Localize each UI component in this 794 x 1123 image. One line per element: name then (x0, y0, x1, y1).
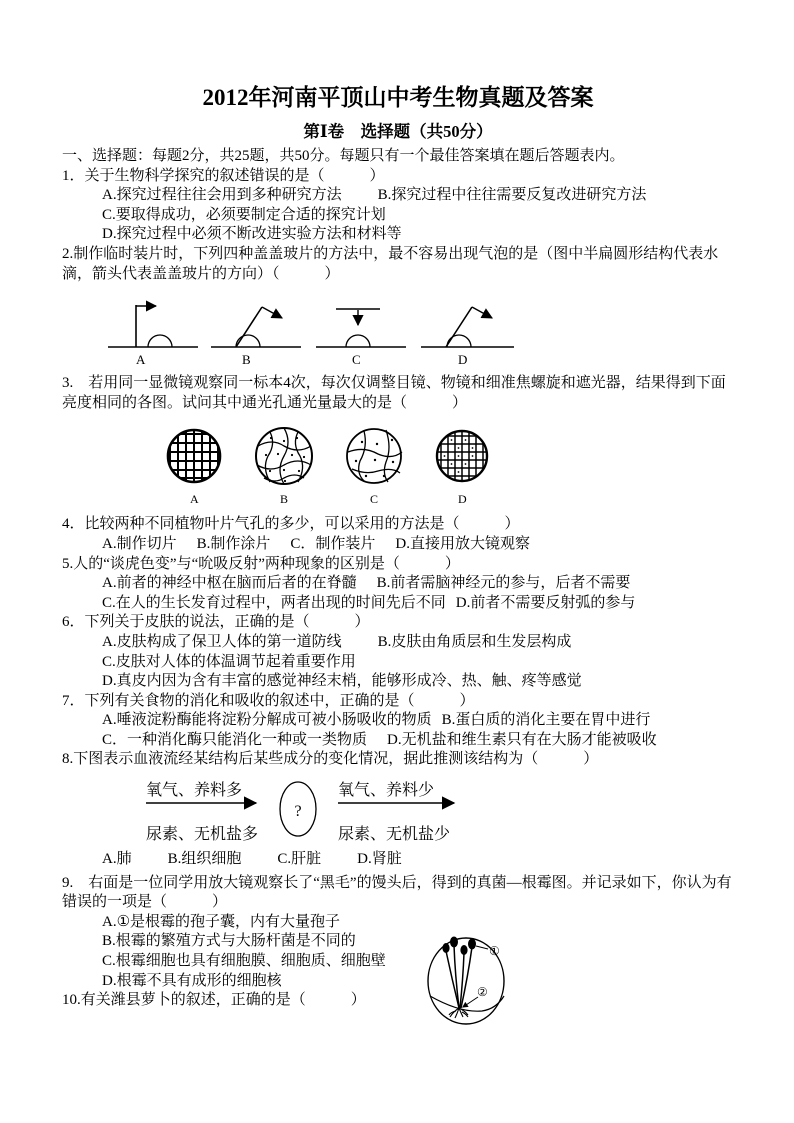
coverslip-label-a: A (136, 352, 146, 368)
rhizopus-mold-figure (426, 934, 510, 1030)
q1-option-a: A.探究过程往往会用到多种研究方法 (102, 187, 342, 204)
mold-label-sporangium: ① (489, 944, 500, 958)
coverslip-label-b: B (242, 352, 251, 368)
q1-options-ab (62, 186, 734, 206)
q8-option-c: C.肝脏 (277, 851, 322, 868)
coverslip-method-a (108, 305, 198, 367)
flow-label-left-bottom: 尿素、无机盐多 (146, 826, 259, 844)
q9-option-b: B.根霉的繁殖方式与大肠杆菌是不同的 (102, 933, 356, 950)
water-drop-icon (148, 335, 172, 347)
q10-stem: 10.有关潍县萝卜的叙述，正确的是（ ） (62, 992, 366, 1009)
q5-stem: 5.人的“谈虎色变”与“吮吸反射”两种现象的区别是（ ） (62, 555, 460, 572)
q8-options (62, 850, 734, 870)
blood-flow-figure (142, 775, 472, 849)
microscope-view-a (168, 430, 220, 482)
q9-option-c: C.根霉细胞也具有细胞膜、细胞质、细胞壁 (102, 953, 386, 970)
water-drop-icon (346, 335, 370, 347)
q6-option-b: B.皮肤由角质层和生发层构成 (377, 633, 572, 650)
q8-option-b: B.组织细胞 (167, 851, 242, 868)
q4-option-c: C．制作装片 (290, 535, 376, 552)
microscope-label-a: A (190, 492, 199, 507)
page-title: 2012年河南平顶山中考生物真题及答案 (202, 85, 594, 110)
q5-option-a: A.前者的神经中枢在脑而后者的在脊髓 (102, 575, 357, 592)
coverslip-methods-figure (106, 297, 526, 369)
q2-stem: 2.制作临时装片时，下列四种盖盖玻片的方法中，最不容易出现气泡的是（图中半扁圆形结构代表水滴，箭头代表盖盖玻片的方向）（ ） (62, 245, 719, 282)
coverslip-method-b (211, 307, 301, 367)
q5-option-d: D.前者不需要反射弧的参与 (455, 594, 636, 611)
section-header: 第Ⅰ卷 选择题（共50分） (303, 122, 493, 141)
coverslip-method-c (316, 309, 406, 367)
q8-stem: 8.下图表示血液流经某结构后某些成分的变化情况，据此推测该结构为（ ） (62, 751, 599, 768)
q3-stem: 3. 若用同一显微镜观察同一标本4次，每次仅调整目镜、物镜和细准焦螺旋和遮光器，结果得到下面亮度相同的各图。试问其中通光孔通光量最大的是（ ） (62, 375, 726, 411)
bread-surface-line (430, 996, 504, 1011)
q7-option-d: D.无机盐和维生素只有在大肠才能被吸收 (387, 731, 657, 748)
q9-option-d: D.根霉不具有成形的细胞核 (102, 972, 282, 989)
q1-stem: 1．关于生物科学探究的叙述错误的是（ ） (62, 167, 385, 184)
q7-option-c: C．一种消化酶只能消化一种或一类物质 (102, 731, 368, 748)
coverslip-label-d: D (458, 352, 468, 368)
q6-stem: 6．下列关于皮肤的说法，正确的是（ ） (62, 614, 370, 631)
microscope-view-d (437, 431, 487, 481)
question-node-label: ? (294, 803, 302, 821)
flow-label-left-top: 氧气、养料多 (146, 782, 243, 800)
q4-option-a: A.制作切片 (102, 535, 177, 552)
microscope-view-b (256, 428, 312, 484)
q7-options-cd (62, 731, 734, 751)
q8-option-d: D.肾脏 (357, 851, 402, 868)
q8-option-a: A.肺 (102, 851, 132, 868)
q4-stem: 4．比较两种不同植物叶片气孔的多少，可以采用的方法是（ ） (62, 516, 520, 533)
microscope-view-c (347, 429, 402, 483)
q7-option-b: B.蛋白质的消化主要在胃中进行 (441, 712, 651, 729)
q6-options-ab (62, 633, 734, 653)
q6-option-d: D.真皮内因为含有丰富的感觉神经末梢，能够形成冷、热、触、疼等感觉 (102, 673, 582, 690)
q5-options-cd (62, 594, 734, 614)
mold-stalks (446, 945, 472, 1008)
q6-option-a: A.皮肤构成了保卫人体的第一道防线 (102, 633, 342, 650)
q6-option-c: C.皮肤对人体的体温调节起着重要作用 (102, 653, 356, 670)
q7-option-a: A.唾液淀粉酶能将淀粉分解成可被小肠吸收的物质 (102, 712, 432, 729)
q4-option-d: D.直接用放大镜观察 (395, 535, 530, 552)
q4-options (62, 535, 734, 555)
q7-stem: 7．下列有关食物的消化和吸收的叙述中，正确的是（ ） (62, 692, 475, 709)
q9-stem: 9. 右面是一位同学用放大镜观察长了“黑毛”的馒头后，得到的真菌—根霉图。并记录如下，你认为有错误的一项是（ ） (62, 874, 732, 911)
q5-option-b: B.前者需脑神经元的参与，后者不需要 (376, 575, 631, 592)
q7-options-ab (62, 711, 734, 731)
q1-option-b: B.探究过程中往往需要反复改进研究方法 (377, 187, 647, 204)
flow-label-right-bottom: 尿素、无机盐少 (338, 826, 451, 844)
exam-content (62, 84, 734, 1011)
microscope-label-c: C (370, 492, 379, 507)
q1-option-c: C.要取得成功，必须要制定合适的探究计划 (102, 206, 386, 223)
microscope-label-d: D (458, 492, 467, 507)
q5-options-ab (62, 574, 734, 594)
microscope-views-figure (166, 424, 496, 508)
mold-label-rhizoid: ② (477, 985, 488, 999)
q4-option-b: B.制作涂片 (196, 535, 271, 552)
q1-option-d: D.探究过程中必须不断改进实验方法和材料等 (102, 226, 402, 243)
coverslip-label-c: C (352, 352, 361, 368)
intro-line: 一、选择题：每题2分，共25题，共50分。每题只有一个最佳答案填在题后答题表内。 (62, 148, 625, 164)
coverslip-method-d (421, 307, 514, 367)
q9-option-a: A.①是根霉的孢子囊，内有大量孢子 (102, 913, 341, 930)
flow-label-right-top: 氧气、养料少 (338, 782, 435, 800)
q5-option-c: C.在人的生长发育过程中，两者出现的时间先后不同 (102, 594, 446, 611)
microscope-label-b: B (280, 492, 289, 507)
